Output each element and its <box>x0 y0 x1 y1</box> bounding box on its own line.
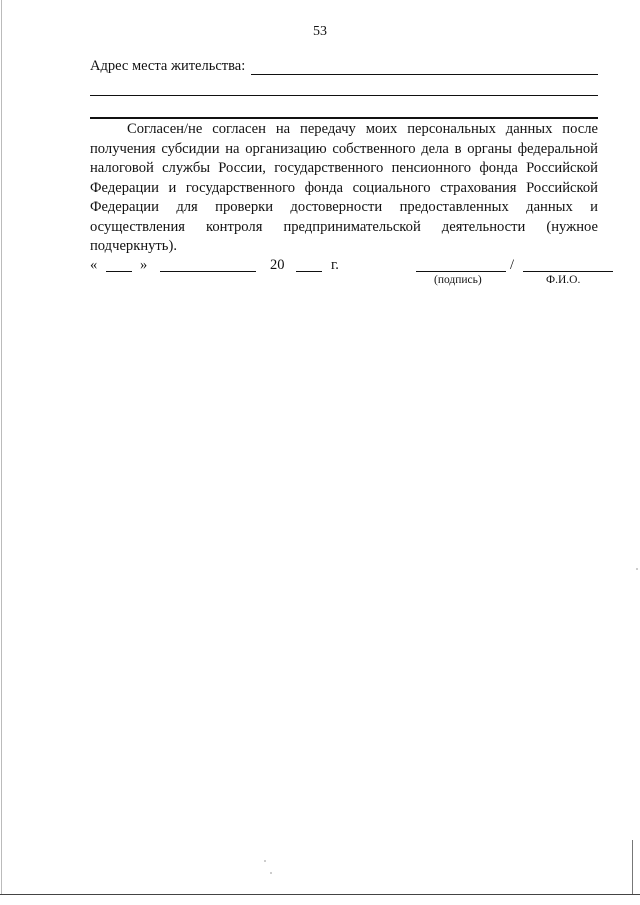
scan-right-edge <box>632 840 633 894</box>
section-divider <box>90 117 598 119</box>
scan-left-edge <box>1 0 2 895</box>
scan-speck <box>270 872 272 874</box>
signature-caption: (подпись) <box>434 274 482 286</box>
address-continuation-line <box>90 95 598 96</box>
year-prefix: 20 <box>270 257 285 273</box>
day-blank-line <box>106 271 132 272</box>
address-label: Адрес места жительства: <box>90 58 246 74</box>
scan-speck <box>636 568 638 570</box>
date-signature-row <box>90 257 615 297</box>
month-blank-line <box>160 271 256 272</box>
year-suffix: г. <box>331 257 339 273</box>
consent-paragraph: Согласен/не согласен на передачу моих персональных данных после получения субсидии на организацию собственного дела в органы федеральной налоговой службы России, государственного пенсионного фонда Российской Федерации и государственного фонда социального страхования Российской Федерации для проверки достоверности предоставленных данных и осуществления контроля предпринимательской деятельности (нужное подчеркнуть). <box>90 121 598 254</box>
signature-separator: / <box>510 257 515 273</box>
page-number: 53 <box>313 24 327 39</box>
address-field-line <box>251 60 598 75</box>
year-blank-line <box>296 271 322 272</box>
signature-blank-line <box>416 271 506 272</box>
name-caption: Ф.И.О. <box>546 274 581 286</box>
name-blank-line <box>523 271 613 272</box>
scan-bottom-edge <box>0 894 640 895</box>
scan-speck <box>264 860 266 862</box>
day-quote-close: » <box>140 257 148 273</box>
day-quote-open: « <box>90 257 98 273</box>
address-row <box>90 58 598 75</box>
